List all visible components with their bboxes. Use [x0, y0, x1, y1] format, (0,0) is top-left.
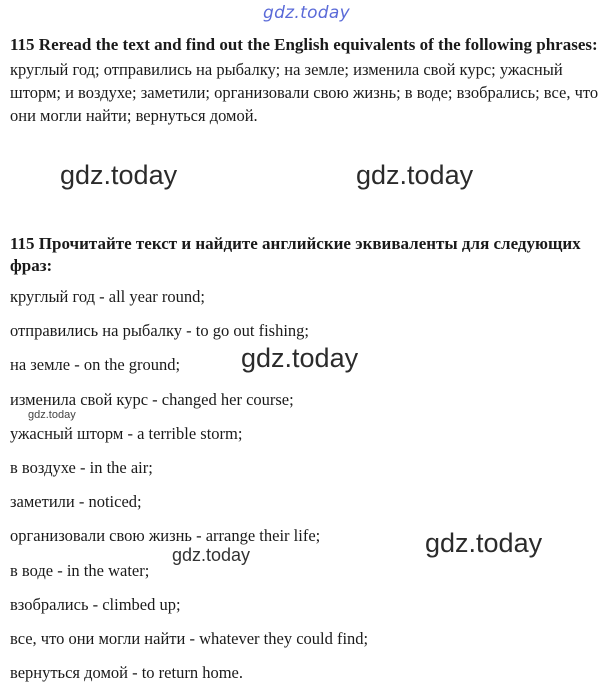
watermark-top: gdz.today	[263, 3, 350, 23]
watermark-left: gdz.today	[60, 160, 178, 190]
task-en-heading: 115 Reread the text and find out the English equivalents of the following phrases:	[10, 35, 598, 54]
list-item: в воде - in the water;	[10, 560, 150, 580]
watermark-small: gdz.today	[28, 409, 76, 421]
list-item: круглый год - all year round;	[10, 287, 205, 306]
list-item: ужасный шторм - a terrible storm;	[10, 423, 243, 443]
watermark-center: gdz.today	[241, 343, 359, 373]
list-item: на земле - on the ground;	[10, 355, 181, 375]
task-ru-heading: 115 Прочитайте текст и найдите английские эквиваленты для следующих фраз:	[10, 234, 581, 275]
list-item: в воздухе - in the air;	[10, 457, 153, 477]
task-ru	[10, 233, 600, 277]
answers-list	[10, 286, 600, 696]
list-item: отправились на рыбалку - to go out fishing;	[10, 321, 310, 341]
watermark-center-lower: gdz.today	[172, 545, 251, 565]
watermark-right-lower: gdz.today	[425, 528, 543, 558]
watermark-right: gdz.today	[356, 160, 474, 190]
task-en-body: круглый год; отправились на рыбалку; на земле; изменила свой курс; ужасный шторм; и воздухе; заметили; организовали свою жизнь; в воде; взобрались; все, что они могли найти; вернуться домой.	[10, 60, 599, 125]
list-item: изменила свой курс - changed her course;	[10, 389, 294, 409]
list-item: вернуться домой - to return home.	[10, 663, 243, 683]
list-item: заметили - noticed;	[10, 492, 142, 512]
list-item: взобрались - climbed up;	[10, 594, 181, 614]
list-item: организовали свою жизнь - arrange their life;	[10, 526, 321, 546]
list-item: все, что они могли найти - whatever they could find;	[10, 628, 369, 648]
task-en	[10, 34, 600, 127]
